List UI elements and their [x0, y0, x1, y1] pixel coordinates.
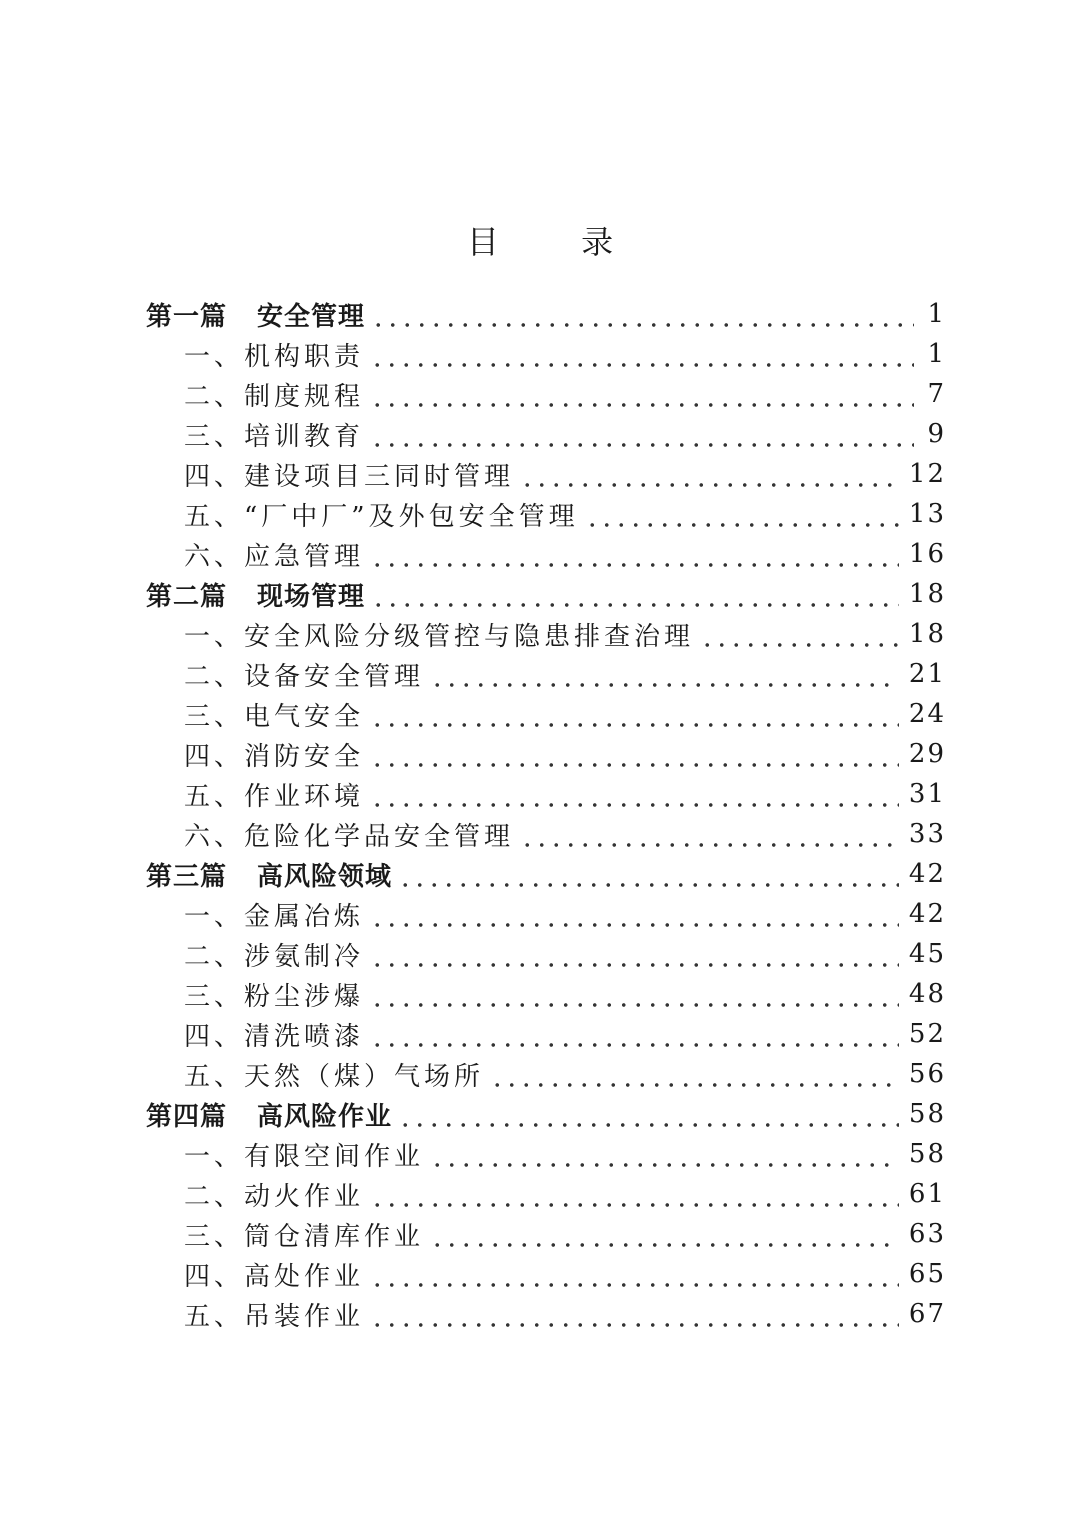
toc-part-entry[interactable] [146, 294, 946, 334]
toc-dot-leader [520, 461, 899, 487]
toc-page-number: 48 [908, 979, 946, 1009]
toc-section-entry[interactable] [184, 334, 946, 374]
toc-dot-leader [371, 301, 914, 327]
toc-page-number: 1 [927, 299, 946, 329]
toc-dot-leader [700, 621, 899, 647]
toc-section-entry[interactable] [184, 654, 946, 694]
toc-dot-leader [370, 381, 914, 407]
toc-dot-leader [370, 901, 899, 927]
toc-part-title: 高风险领域 [257, 861, 393, 892]
toc-dot-leader [370, 1301, 899, 1327]
toc-page-number: 9 [927, 419, 946, 449]
toc-page-number: 42 [908, 859, 946, 889]
toc-dot-leader [370, 941, 899, 967]
toc-entry-label: 三、培训教育 [184, 421, 365, 452]
toc-entry-label [146, 1096, 392, 1133]
toc-entry-label: 五、吊装作业 [184, 1301, 365, 1332]
toc-dot-leader [370, 701, 899, 727]
toc-entry-label [146, 296, 365, 333]
toc-dot-leader [585, 501, 899, 527]
toc-dot-leader [520, 821, 899, 847]
toc-section-entry[interactable] [184, 454, 946, 494]
toc-entry-label: 二、动火作业 [184, 1181, 365, 1212]
toc-dot-leader [370, 421, 914, 447]
toc-page-number: 7 [927, 379, 946, 409]
toc-dot-leader [370, 781, 899, 807]
toc-dot-leader [430, 1141, 899, 1167]
toc-entry-label: 二、设备安全管理 [184, 661, 425, 692]
toc-part-number: 第三篇 [146, 861, 228, 892]
toc-part-number: 第二篇 [146, 581, 228, 612]
toc-dot-leader [370, 741, 899, 767]
toc-entry-label: 五、“厂中厂”及外包安全管理 [184, 501, 579, 532]
toc-section-entry[interactable] [184, 534, 946, 574]
toc-page-number: 67 [908, 1299, 946, 1329]
toc-page-number: 63 [908, 1219, 946, 1249]
toc-part-title: 高风险作业 [257, 1101, 393, 1132]
toc-section-entry[interactable] [184, 974, 946, 1014]
toc-entry-label: 二、涉氨制冷 [184, 941, 365, 972]
toc-dot-leader [370, 1261, 899, 1287]
toc-entry-label: 四、消防安全 [184, 741, 365, 772]
toc-dot-leader [370, 981, 899, 1007]
toc-entry-label: 一、机构职责 [184, 341, 365, 372]
toc-entry-label: 二、制度规程 [184, 381, 365, 412]
toc-section-entry[interactable] [184, 374, 946, 414]
toc-dot-leader [430, 661, 899, 687]
toc-dot-leader [398, 1101, 899, 1127]
toc-part-entry[interactable] [146, 574, 946, 614]
toc-part-title: 安全管理 [257, 301, 366, 332]
toc-part-number: 第四篇 [146, 1101, 228, 1132]
toc-section-entry[interactable] [184, 614, 946, 654]
toc-entry-label: 一、安全风险分级管控与隐患排查治理 [184, 621, 695, 652]
toc-page-number: 13 [908, 499, 946, 529]
toc-section-entry[interactable] [184, 734, 946, 774]
toc-section-entry[interactable] [184, 1054, 946, 1094]
toc-dot-leader [398, 861, 899, 887]
toc-page-number: 56 [908, 1059, 946, 1089]
toc-section-entry[interactable] [184, 774, 946, 814]
toc-section-entry[interactable] [184, 934, 946, 974]
toc-entry-label: 一、有限空间作业 [184, 1141, 425, 1172]
toc-section-entry[interactable] [184, 694, 946, 734]
toc-entry-label: 一、金属冶炼 [184, 901, 365, 932]
toc-section-entry[interactable] [184, 414, 946, 454]
toc-page-number: 29 [908, 739, 946, 769]
toc-entry-label: 五、天然（煤）气场所 [184, 1061, 485, 1092]
toc-section-entry[interactable] [184, 1254, 946, 1294]
toc-section-entry[interactable] [184, 814, 946, 854]
toc-page-number: 33 [908, 819, 946, 849]
toc-section-entry[interactable] [184, 894, 946, 934]
toc-part-entry[interactable] [146, 854, 946, 894]
toc-dot-leader [371, 581, 899, 607]
toc-section-entry[interactable] [184, 1294, 946, 1334]
toc-dot-leader [370, 1021, 899, 1047]
toc-entry-label: 六、应急管理 [184, 541, 365, 572]
toc-page-number: 52 [908, 1019, 946, 1049]
toc-part-title: 现场管理 [257, 581, 366, 612]
toc-part-number: 第一篇 [146, 301, 228, 332]
toc-page-number: 42 [908, 899, 946, 929]
toc-dot-leader [370, 1181, 899, 1207]
toc-page-number: 58 [908, 1099, 946, 1129]
toc-page-number: 16 [908, 539, 946, 569]
toc-page-number: 12 [908, 459, 946, 489]
toc-entry-label: 三、电气安全 [184, 701, 365, 732]
toc-page-number: 18 [908, 579, 946, 609]
toc-section-entry[interactable] [184, 1214, 946, 1254]
toc-dot-leader [370, 341, 914, 367]
toc-entry-label: 三、筒仓清库作业 [184, 1221, 425, 1252]
toc-page-number: 24 [908, 699, 946, 729]
toc-entry-label: 五、作业环境 [184, 781, 365, 812]
toc-entry-label: 四、高处作业 [184, 1261, 365, 1292]
toc-entry-label [146, 856, 392, 893]
toc-page-number: 18 [908, 619, 946, 649]
toc-dot-leader [490, 1061, 899, 1087]
toc-section-entry[interactable] [184, 1014, 946, 1054]
toc-page-number: 65 [908, 1259, 946, 1289]
page-title: 目 录 [466, 223, 650, 262]
toc-page-number: 45 [908, 939, 946, 969]
toc-entry-label [146, 576, 365, 613]
toc-page-number: 21 [908, 659, 946, 689]
toc-entry-label: 三、粉尘涉爆 [184, 981, 365, 1012]
toc-dot-leader [370, 541, 899, 567]
toc-page-number: 61 [908, 1179, 946, 1209]
toc-entry-label: 六、危险化学品安全管理 [184, 821, 515, 852]
toc-page-number: 1 [927, 339, 946, 369]
toc-page-number: 31 [908, 779, 946, 809]
toc-section-entry[interactable] [184, 1134, 946, 1174]
toc-page-number: 58 [908, 1139, 946, 1169]
toc-section-entry[interactable] [184, 1174, 946, 1214]
toc-entry-label: 四、清洗喷漆 [184, 1021, 365, 1052]
toc-dot-leader [430, 1221, 899, 1247]
toc-part-entry[interactable] [146, 1094, 946, 1134]
toc-entry-label: 四、建设项目三同时管理 [184, 461, 515, 492]
toc-section-entry[interactable] [184, 494, 946, 534]
